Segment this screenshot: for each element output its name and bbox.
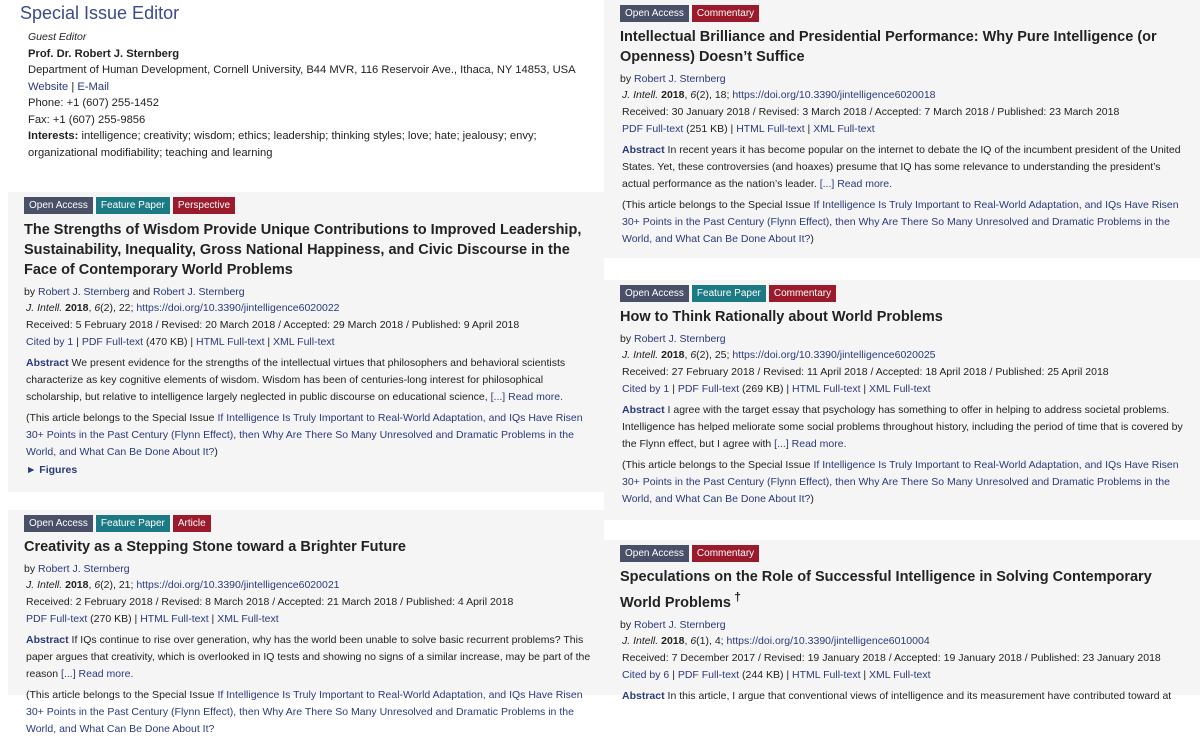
pdf-size: (244 KB) [739, 668, 784, 681]
badge-row [620, 5, 1190, 22]
by-label: by [620, 618, 635, 631]
dates: Received: 5 February 2018 / Revised: 20 March 2018 / Accepted: 29 March 2018 / Published: 9 April 2018 [26, 319, 520, 331]
volume: 6 [94, 579, 101, 591]
xml-link[interactable]: XML Full-text [217, 613, 279, 625]
pipe: | [804, 123, 814, 135]
abstract-text: If IQs continue to rise over generation, why has the world been unable to solve basic recurrent problems? This paper argues that creativity, which is overlooked in IQ tests and showing no signs of a similar increase, may be part of the reason [26, 634, 591, 680]
html-link[interactable]: HTML Full-text [736, 123, 805, 135]
year: 2018 [661, 634, 685, 647]
pdf-link[interactable]: PDF Full-text [81, 336, 144, 348]
editor-name: Prof. Dr. Robert J. Sternberg [28, 47, 180, 60]
abstract-text: In recent years it has become popular on the internet to debate the IQ of the incumbent president of the United States. Yet, these controversies (and hoaxes) presume that IQ has some relevance to understanding the president’s actual performance as the nation’s leader. [622, 144, 1181, 190]
editor-phone: Phone: +1 (607) 255-1452 [28, 97, 159, 109]
editor-section-title: Special Issue Editor [20, 3, 180, 23]
article-type-badge: Article [173, 515, 211, 532]
open-access-badge: Open Access [620, 5, 689, 22]
feature-paper-badge: Feature Paper [96, 515, 170, 532]
feature-paper-badge: Feature Paper [96, 197, 170, 214]
fulltext-links [620, 381, 1190, 398]
abstract-label: Abstract [26, 634, 69, 646]
author-link[interactable]: Robert J. Sternberg [38, 286, 130, 298]
special-issue-note [620, 197, 1190, 248]
volume: 6 [690, 349, 697, 361]
belongs-prefix: (This article belongs to the Special Issue [622, 459, 814, 471]
abstract [620, 402, 1190, 453]
badge-row [620, 545, 1190, 562]
issue-number: (2), 21; [100, 579, 137, 591]
article-card-wisdom [8, 192, 604, 492]
read-more-link[interactable]: [...] Read more. [490, 391, 563, 403]
abstract-label: Abstract [622, 689, 665, 702]
citation: J. Intell. 2018, 6(2), 22; https://doi.org/10.3390/jintelligence6020022 [26, 302, 340, 314]
special-issue-link[interactable]: If Intelligence Is Truly Important to Real-World Adaptation, and IQs Have Risen 30+ Points in the Past Century (Flynn Effect), then Why Are There So Many Unresolved and Dramatic Problems in the World, and What Can Be Done About It? [26, 689, 583, 735]
article-authors [620, 331, 1190, 347]
issue-number: (2), 22; [100, 302, 137, 314]
pdf-link[interactable]: PDF Full-text [677, 668, 740, 681]
interests-text: intelligence; creativity; wisdom; ethics; leadership; thinking styles; love; hate; jealousy; envy; organizational modifiability; teaching and learning [28, 130, 537, 159]
pipe: | [669, 383, 678, 395]
special-issue-link[interactable]: If Intelligence Is Truly Important to Real-World Adaptation, and IQs Have Risen 30+ Points in the Past Century (Flynn Effect), then Why Are There So Many Unresolved and Dramatic Problems in the World, and What Can Be Done About It? [622, 199, 1179, 245]
article-authors [620, 71, 1190, 87]
article-title[interactable] [620, 567, 1190, 613]
abstract [620, 142, 1190, 193]
open-access-badge: Open Access [24, 515, 93, 532]
read-more-link[interactable]: [...] Read more. [774, 438, 847, 450]
doi-link[interactable]: https://doi.org/10.3390/jintelligence6020025 [732, 349, 936, 361]
year: 2018 [65, 302, 89, 314]
special-issue-note [24, 687, 594, 738]
citation: J. Intell. 2018, 6(2), 21; https://doi.org/10.3390/jintelligence6020021 [26, 579, 340, 591]
year: 2018 [65, 579, 89, 591]
abstract [620, 688, 1190, 705]
dagger-mark: † [730, 590, 741, 604]
belongs-suffix: ) [214, 446, 218, 458]
dates: Received: 30 January 2018 / Revised: 3 March 2018 / Accepted: 7 March 2018 / Published: 23 March 2018 [622, 106, 1120, 118]
pipe: | [187, 336, 197, 348]
fulltext-links [24, 334, 594, 351]
html-link[interactable]: HTML Full-text [792, 668, 861, 681]
pdf-link[interactable]: PDF Full-text [677, 383, 740, 395]
read-more-link[interactable]: [...] Read more. [61, 668, 134, 680]
doi-link[interactable]: https://doi.org/10.3390/jintelligence6020022 [136, 302, 340, 314]
editor-fax: Fax: +1 (607) 255-9856 [28, 113, 146, 126]
badge-row [24, 197, 594, 214]
pipe: | [208, 613, 218, 625]
volume: 6 [690, 634, 697, 647]
by-label: by [620, 333, 635, 345]
citation: J. Intell. 2018, 6(1), 4; https://doi.org/10.3390/jintelligence6010004 [622, 634, 930, 647]
dates: Received: 2 February 2018 / Revised: 8 March 2018 / Accepted: 21 March 2018 / Published: 4 April 2018 [26, 596, 514, 608]
pdf-size: (470 KB) [143, 336, 188, 348]
editor-links [28, 79, 582, 96]
open-access-badge: Open Access [24, 197, 93, 214]
xml-link[interactable]: XML Full-text [813, 123, 875, 135]
abstract-text: We present evidence for the strengths of the intellectual virtues that philosophers and behavioral scientists characterize as key cognitive elements of wisdom. Wisdom has been of centuries-long interest for philosophical scholarship, but relative to intelligence largely neglected in public discourse on educational science, [26, 357, 566, 403]
journal-name: J. Intell. [26, 579, 63, 591]
pipe: | [73, 336, 82, 348]
badge-row [620, 285, 1190, 302]
pipe: | [860, 668, 870, 681]
html-link[interactable]: HTML Full-text [140, 613, 209, 625]
journal-name: J. Intell. [622, 634, 659, 647]
abstract [24, 355, 594, 406]
author-link[interactable]: Robert J. Sternberg [153, 286, 245, 298]
article-type-badge: Commentary [692, 545, 759, 562]
article-type-badge: Commentary [769, 285, 836, 302]
badge-row [24, 515, 594, 532]
article-title[interactable]: The Strengths of Wisdom Provide Unique Contributions to Improved Leadership, Sustainability, Inequality, Gross National Happiness, and Civic Discourse in the Face of Contemporary World Problems [24, 222, 582, 278]
pipe: | [727, 123, 737, 135]
html-link[interactable]: HTML Full-text [196, 336, 265, 348]
special-issue-link[interactable]: If Intelligence Is Truly Important to Real-World Adaptation, and IQs Have Risen 30+ Points in the Past Century (Flynn Effect), then Why Are There So Many Unresolved and Dramatic Problems in the World, and What Can Be Done About It? [26, 412, 583, 458]
by-label: by [620, 73, 635, 85]
feature-paper-badge: Feature Paper [692, 285, 766, 302]
belongs-suffix: ) [810, 493, 814, 505]
doi-link[interactable]: https://doi.org/10.3390/jintelligence6010004 [726, 634, 930, 647]
year: 2018 [661, 89, 685, 101]
website-link[interactable]: Website [28, 80, 69, 93]
article-authors [24, 284, 594, 300]
special-issue-note [620, 457, 1190, 508]
pdf-link[interactable]: PDF Full-text [26, 613, 88, 625]
editor-details [28, 29, 582, 161]
open-access-badge: Open Access [620, 545, 689, 562]
special-issue-link[interactable]: If Intelligence Is Truly Important to Real-World Adaptation, and IQs Have Risen 30+ Points in the Past Century (Flynn Effect), then Why Are There So Many Unresolved and Dramatic Problems in the World, and What Can Be Done About It? [622, 459, 1179, 505]
doi-link[interactable]: https://doi.org/10.3390/jintelligence6020021 [136, 579, 340, 591]
by-label: by [24, 563, 39, 575]
abstract-label: Abstract [622, 144, 665, 156]
cited-by-link[interactable]: Cited by 6 [622, 668, 670, 681]
article-authors [620, 617, 1190, 633]
article-card-speculations [604, 540, 1200, 702]
email-link[interactable]: E-Mail [77, 80, 110, 93]
author-link[interactable]: Robert J. Sternberg [634, 73, 726, 85]
cited-by-link[interactable]: Cited by 1 [622, 383, 670, 395]
belongs-prefix: (This article belongs to the Special Issue [26, 689, 218, 701]
open-access-badge: Open Access [620, 285, 689, 302]
pdf-size: (269 KB) [739, 383, 784, 395]
citation: J. Intell. 2018, 6(2), 25; https://doi.org/10.3390/jintelligence6020025 [622, 349, 936, 361]
xml-link[interactable]: XML Full-text [273, 336, 335, 348]
article-title[interactable]: Intellectual Brilliance and Presidential Performance: Why Pure Intelligence (or Openness) Doesn’t Suffice [620, 29, 1157, 65]
xml-link[interactable]: XML Full-text [869, 383, 931, 395]
pipe: | [860, 383, 870, 395]
pdf-size: (251 KB) [683, 123, 728, 135]
doi-link[interactable]: https://doi.org/10.3390/jintelligence6020018 [732, 89, 936, 101]
abstract-text: In this article, I argue that conventional views of intelligence and its measurement have contributed toward at [664, 689, 1172, 702]
pdf-link[interactable]: PDF Full-text [622, 123, 684, 135]
abstract-text: I agree with the target essay that psychology has something to offer in helping to address societal problems. Intelligence has helped meliorate some social problems throughout history, including the period of time that is covered by the Flynn effect, but I agree with [622, 404, 1183, 450]
read-more-link[interactable]: [...] Read more. [819, 178, 893, 190]
belongs-prefix: (This article belongs to the Special Issue [622, 199, 814, 211]
article-type-badge: Commentary [692, 5, 759, 22]
special-issue-note [24, 410, 594, 461]
journal-name: J. Intell. [26, 302, 63, 314]
cited-by-link[interactable]: Cited by 1 [26, 336, 74, 348]
by-label: by [24, 286, 39, 298]
volume: 6 [690, 89, 697, 101]
interests-label: Interests: [28, 130, 79, 142]
article-card-rational [604, 280, 1200, 520]
abstract-label: Abstract [26, 357, 69, 369]
issue-number: (2), 18; [696, 89, 733, 101]
abstract [24, 632, 594, 683]
article-title[interactable]: How to Think Rationally about World Problems [620, 309, 943, 325]
belongs-suffix: ) [810, 233, 814, 245]
editor-role: Guest Editor [28, 31, 87, 43]
fulltext-links [24, 611, 594, 628]
author-link[interactable]: Robert J. Sternberg [38, 563, 130, 575]
article-authors [24, 561, 594, 577]
issue-number: (2), 25; [696, 349, 733, 361]
author-link[interactable]: Robert J. Sternberg [634, 618, 726, 631]
special-issue-editor [0, 0, 604, 192]
issue-number: (1), 4; [696, 634, 727, 647]
article-title[interactable]: Creativity as a Stepping Stone toward a Brighter Future [24, 539, 406, 555]
belongs-prefix: (This article belongs to the Special Issue [26, 412, 218, 424]
author-link[interactable]: Robert J. Sternberg [634, 333, 726, 345]
pipe: | [264, 336, 274, 348]
dates: Received: 7 December 2017 / Revised: 19 January 2018 / Accepted: 19 January 2018 / Published: 23 January 2018 [622, 651, 1161, 664]
article-card-creativity [8, 510, 604, 735]
title-text: Speculations on the Role of Successful Intelligence in Solving Contemporary World Problems [620, 569, 1152, 611]
year: 2018 [661, 349, 685, 361]
editor-department: Department of Human Development, Cornell University, B44 MVR, 116 Reservoir Ave., Ithaca, NY 14853, USA [28, 64, 576, 76]
and-label: and [129, 286, 154, 298]
pipe: | [783, 383, 793, 395]
volume: 6 [94, 302, 101, 314]
journal-name: J. Intell. [622, 349, 659, 361]
pipe: | [131, 613, 141, 625]
editor-interests [28, 128, 582, 161]
pdf-size: (270 KB) [87, 613, 132, 625]
journal-name: J. Intell. [622, 89, 659, 101]
figures-toggle[interactable]: ► Figures [26, 464, 78, 476]
article-type-badge: Perspective [173, 197, 235, 214]
pipe: | [783, 668, 793, 681]
dates: Received: 27 February 2018 / Revised: 11 April 2018 / Accepted: 18 April 2018 / Published: 25 April 2018 [622, 366, 1109, 378]
pipe: | [669, 668, 678, 681]
html-link[interactable]: HTML Full-text [792, 383, 861, 395]
abstract-label: Abstract [622, 404, 665, 416]
citation: J. Intell. 2018, 6(2), 18; https://doi.org/10.3390/jintelligence6020018 [622, 89, 936, 101]
article-card-brilliance [604, 0, 1200, 258]
xml-link[interactable]: XML Full-text [869, 668, 931, 681]
fulltext-links [620, 121, 1190, 138]
fulltext-links [620, 667, 1190, 684]
link-separator: | [68, 80, 78, 93]
